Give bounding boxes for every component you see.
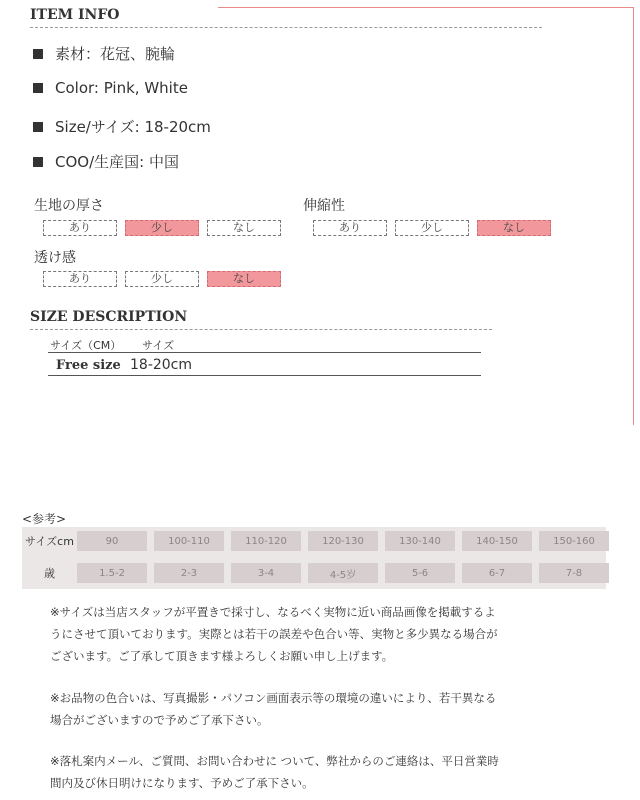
size-description-title: SIZE DESCRIPTION <box>30 309 188 325</box>
note-line: 場合がございますので予めご了承下さい。 <box>50 713 269 727</box>
size-row-label: Free size <box>56 358 121 373</box>
square-bullet-icon <box>33 122 43 132</box>
note-contact <box>50 750 610 794</box>
reference-age-cell: 6-7 <box>462 563 532 583</box>
reference-age-cell: 2-3 <box>154 563 224 583</box>
item-info-title: ITEM INFO <box>30 7 120 23</box>
reference-age-cell: 5-6 <box>385 563 455 583</box>
bullet-color <box>33 79 188 97</box>
thickness-option-none: なし <box>207 220 281 236</box>
reference-age-cell: 3-4 <box>231 563 301 583</box>
size-col-header: サイズ <box>142 339 175 352</box>
size-row-value: 18-20cm <box>130 357 193 373</box>
square-bullet-icon <box>33 49 43 59</box>
transparency-label: 透け感 <box>34 250 76 266</box>
transparency-option-yes: あり <box>43 271 117 287</box>
bullet-size <box>33 116 211 137</box>
size-header-underline <box>48 352 481 353</box>
reference-age-cell: 7-8 <box>539 563 609 583</box>
thickness-option-little: 少し <box>125 220 199 236</box>
stretch-option-none: なし <box>477 220 551 236</box>
bullet-material <box>33 43 175 64</box>
note-line: ※サイズは当店スタッフが平置きで採寸し、なるべく実物に近い商品画像を掲載するよ <box>50 605 496 619</box>
bullet-coo-text: COO/生産国: 中国 <box>55 153 179 171</box>
reference-size-cell: 140-150 <box>462 531 532 551</box>
decorative-frame-top-line <box>218 7 633 8</box>
reference-size-cell: 150-160 <box>539 531 609 551</box>
note-line: ※落札案内メール、ご質問、お問い合わせに ついて、弊社からのご連絡は、平日営業時 <box>50 754 499 768</box>
decorative-frame-right-line <box>633 7 634 425</box>
reference-age-row <box>22 563 609 583</box>
note-color <box>50 687 610 731</box>
reference-size-row <box>22 531 609 551</box>
reference-size-cell: 100-110 <box>154 531 224 551</box>
item-info-divider <box>30 27 542 28</box>
size-row-underline <box>48 375 481 376</box>
size-description-divider <box>30 329 492 330</box>
note-line: ※お品物の色合いは、写真撮影・パソコン画面表示等の環境の違いにより、若干異なる <box>50 691 497 705</box>
thickness-label: 生地の厚さ <box>34 198 104 214</box>
thickness-option-yes: あり <box>43 220 117 236</box>
transparency-option-little: 少し <box>125 271 199 287</box>
size-col-header-cm: サイズ（CM） <box>50 339 122 352</box>
reference-size-cell: 130-140 <box>385 531 455 551</box>
reference-age-cell: 1.5-2 <box>77 563 147 583</box>
note-line: ございます。ご了承して頂きます様よろしくお願い申し上げます。 <box>50 649 394 663</box>
square-bullet-icon <box>33 83 43 93</box>
reference-age-header: 歳 <box>44 567 55 580</box>
stretch-option-little: 少し <box>395 220 469 236</box>
reference-size-cell: 90 <box>77 531 147 551</box>
reference-size-header: サイズcm <box>25 535 74 548</box>
reference-age-cell: 4-5岁 <box>308 563 378 583</box>
note-sizing <box>50 601 610 667</box>
reference-size-cell: 110-120 <box>231 531 301 551</box>
bullet-material-text: 素材：花冠、腕輪 <box>55 45 176 63</box>
transparency-option-none: なし <box>207 271 281 287</box>
stretch-option-yes: あり <box>313 220 387 236</box>
note-line: 間内及び休日明けになります、予めご了承下さい。 <box>50 776 314 790</box>
stretch-label: 伸縮性 <box>303 198 345 214</box>
reference-size-cell: 120-130 <box>308 531 378 551</box>
square-bullet-icon <box>33 157 43 167</box>
bullet-size-text: Size/サイズ: 18-20cm <box>55 118 211 136</box>
reference-label: <参考> <box>22 512 67 526</box>
bullet-coo <box>33 151 179 172</box>
note-line: うにさせて頂いております。実際とは若干の誤差や色合い等、実物と多少異なる場合が <box>50 627 498 641</box>
bullet-color-text: Color: Pink, White <box>55 79 188 97</box>
reference-table <box>22 527 606 589</box>
